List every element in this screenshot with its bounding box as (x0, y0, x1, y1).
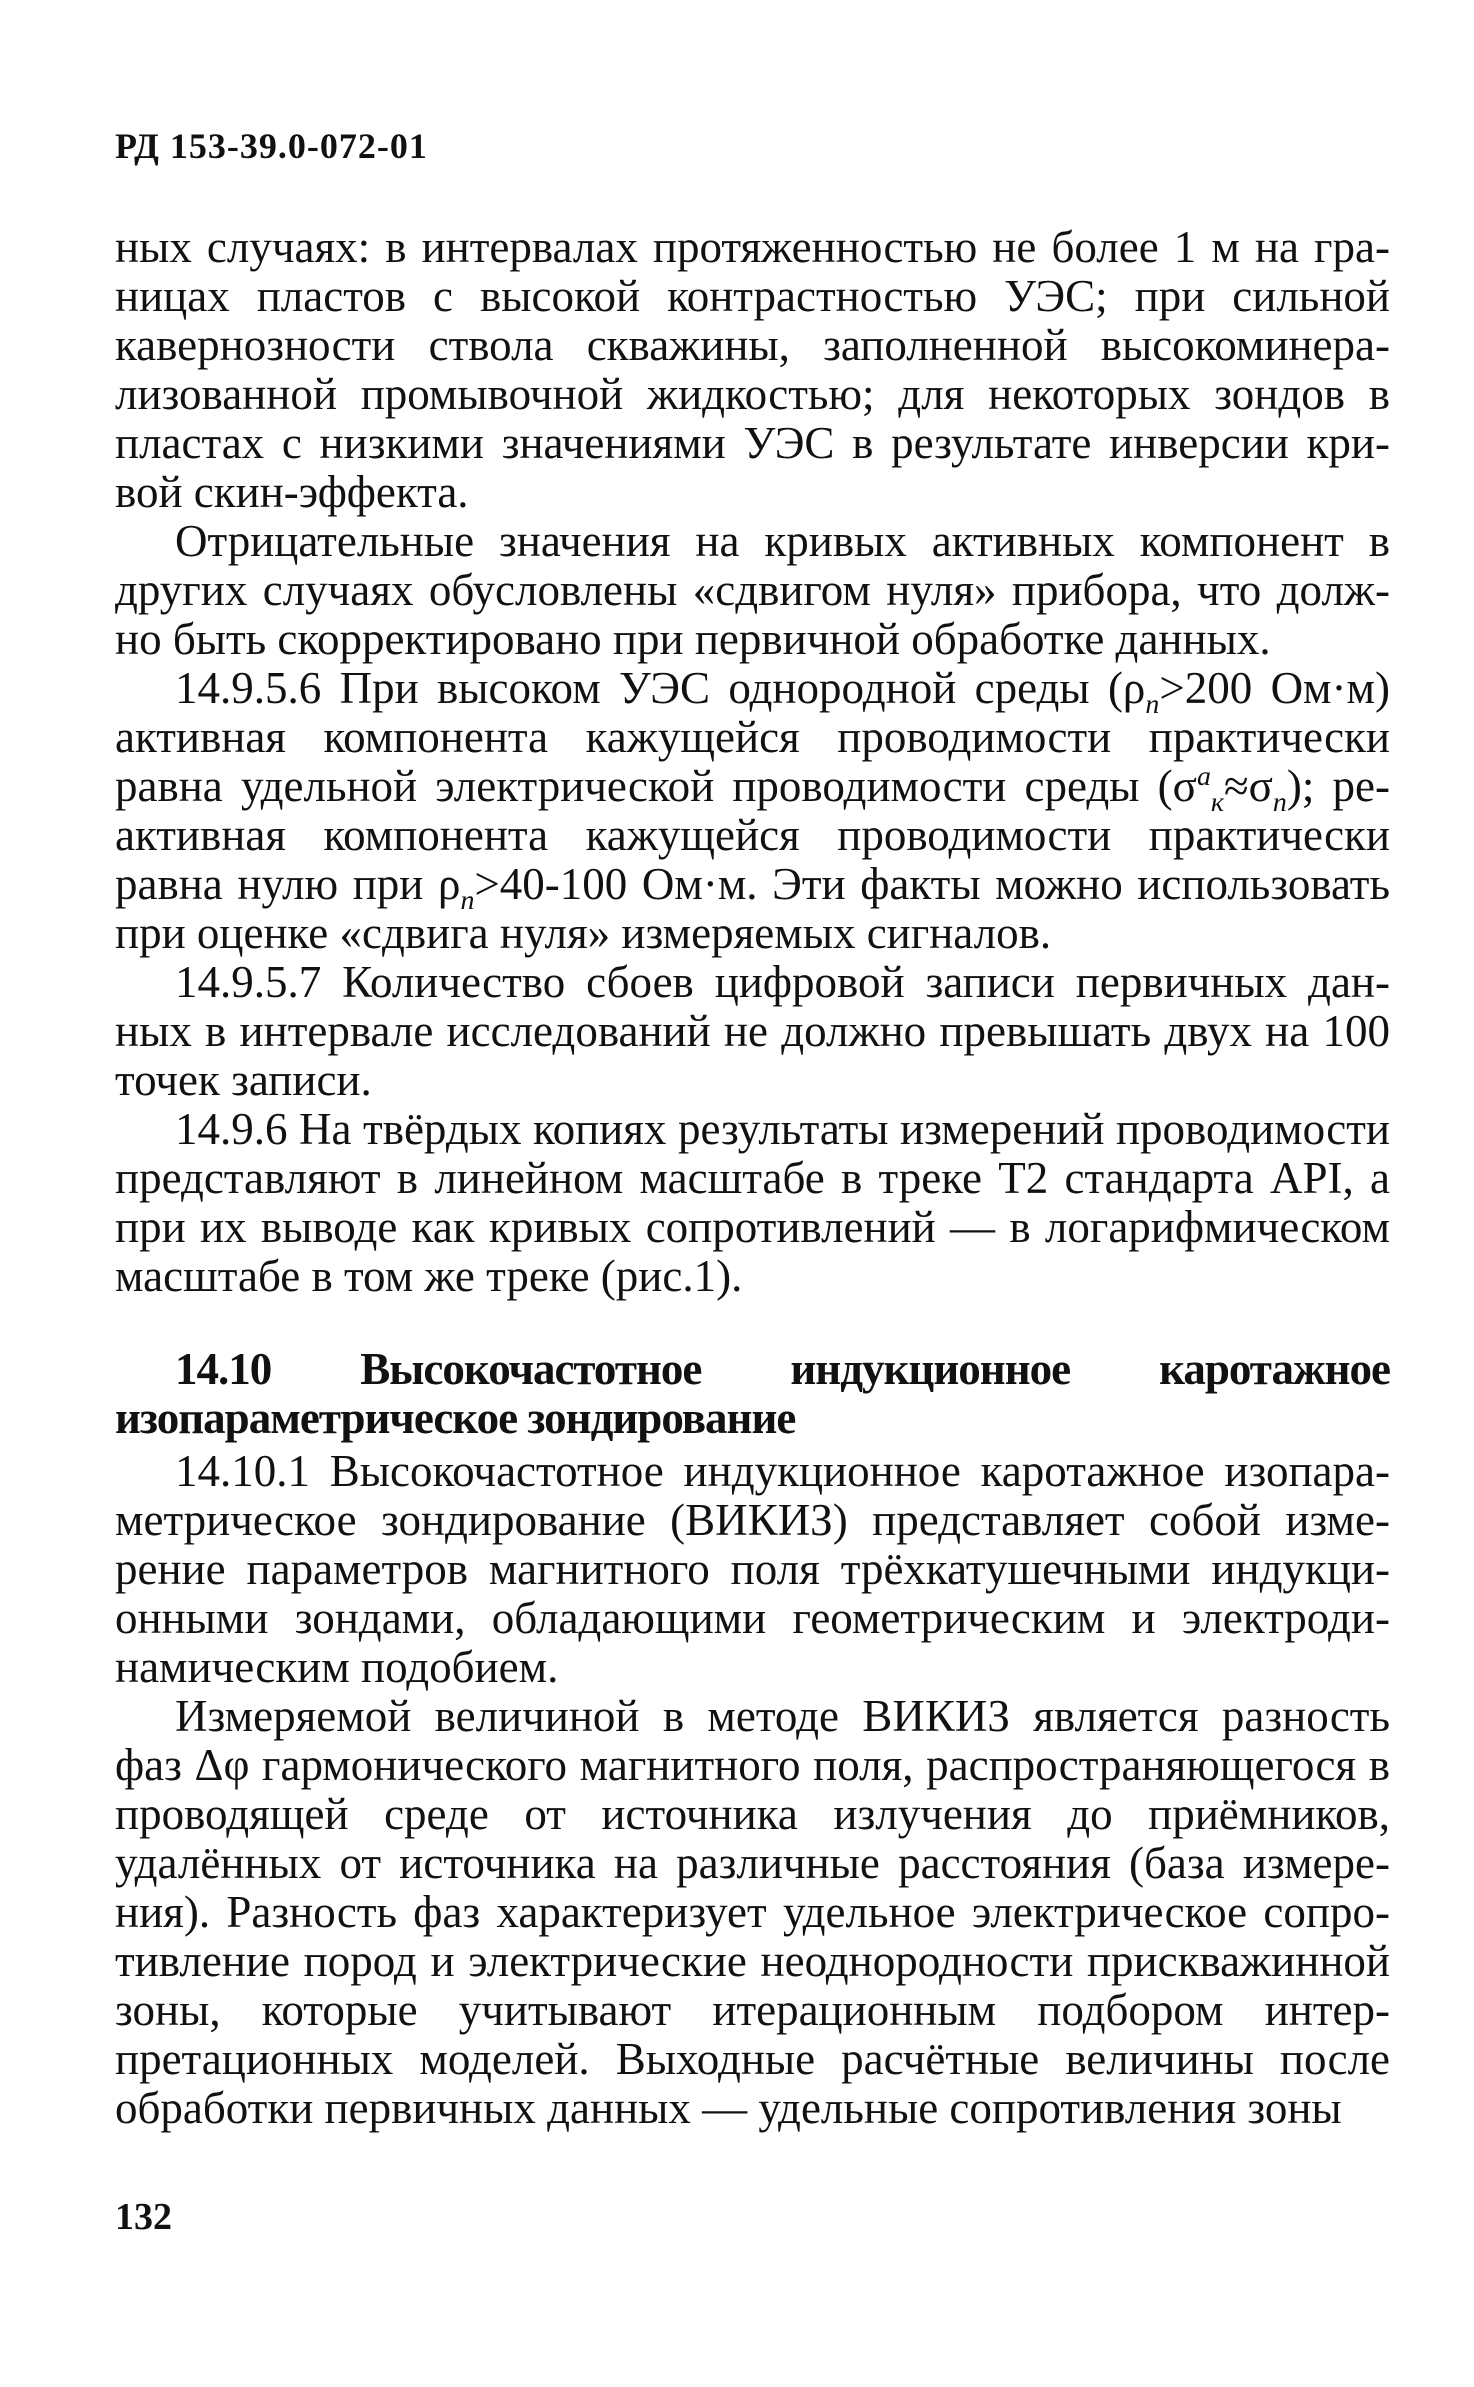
paragraph-14-9-6: 14.9.6 На твёрдых копиях результаты измерений проводимости представляют в линейном масштабе в треке Т2 стандарта API, а при их выводе как кривых сопротивлений — в логарифмическом масштабе в том же треке (рис.1). (115, 1104, 1390, 1301)
text-fragment: ≈σ (1223, 761, 1273, 811)
paragraph-14-9-5-7: 14.9.5.7 Количество сбоев цифровой записи первичных данных в интервале исследований не должно превышать двух на 100 точек записи. (115, 957, 1390, 1105)
body-text (115, 223, 1390, 2133)
text-fragment: >200 Ом·м) активная компонента кажущейся проводимости практически равна удельной электрической проводимости среды (σ (115, 663, 1390, 811)
paragraph-negative-values: Отрицательные значения на кривых активных компонент в других случаях обусловлены «сдвигом нуля» прибора, что должно быть скорректировано при первичной обработке данных. (115, 516, 1390, 664)
paragraph-continuation: ных случаях: в интервалах протяженностью не более 1 м на границах пластов с высокой контрастностью УЭС; при сильной кавернозности ствола скважины, заполненной высокоминерализованной промывочной жидкостью; для некоторых зондов в пластах с низкими значениями УЭС в результате инверсии кривой скин-эффекта. (115, 222, 1390, 517)
paragraph-14-9-5-6 (115, 664, 1390, 958)
subscript: п (1272, 787, 1287, 818)
document-page (115, 125, 1390, 2133)
text-fragment: ); реактивная компонента кажущейся проводимости практически равна нулю при ρ (115, 761, 1390, 909)
paragraph-14-10-1: 14.10.1 Высокочастотное индукционное каротажное изопараметрическое зондирование (ВИКИЗ) представляет собой измерение параметров магнитного поля трёхкатушечными индукционными зондами, обладающими геометрическим и электродинамическим подобием. (115, 1446, 1390, 1692)
paragraph-vikiz-measurement: Измеряемой величиной в методе ВИКИЗ является разность фаз Δφ гармонического магнитного поля, распространяющегося в проводящей среде от источника излучения до приёмников, удалённых от источника на различные расстояния (база измерения). Разность фаз характеризует удельное электрическое сопротивление пород и электрические неоднородности прискважинной зоны, которые учитывают итерационным подбором интерпретационных моделей. Выходные расчётные величины после обработки первичных данных — удельные сопротивления зоны (115, 1691, 1390, 2133)
superscript: a (1196, 761, 1211, 792)
page-number: 132 (115, 2196, 172, 2238)
text-fragment: 14.9.5.6 При высоком УЭС однородной среды (ρ (175, 663, 1146, 713)
document-code-header: РД 153-39.0-072-01 (115, 126, 428, 166)
section-heading-14-10: 14.10 Высокочастотное индукционное каротажное изопараметрическое зондирование (115, 1344, 1390, 1443)
subscript: к (1210, 787, 1224, 818)
subscript: п (1145, 689, 1160, 720)
subscript: п (460, 885, 475, 916)
text-fragment: >40-100 Ом·м. Эти факты можно использовать при оценке «сдвига нуля» измеряемых сигналов. (115, 859, 1390, 958)
